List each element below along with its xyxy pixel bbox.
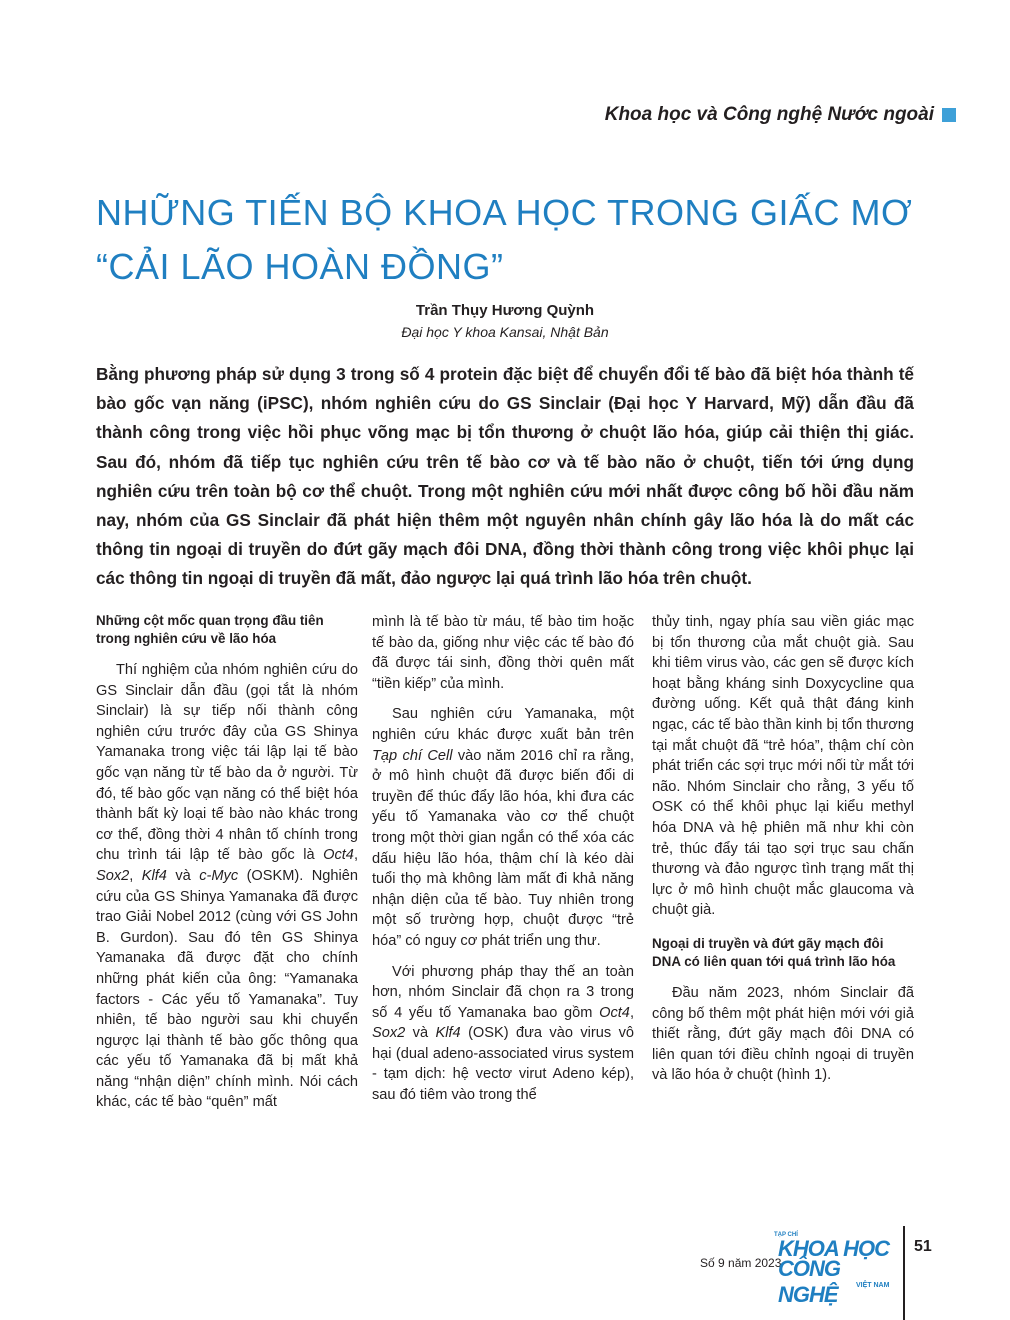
article-title [96, 186, 956, 294]
gene-klf4: Klf4 [141, 867, 167, 884]
section-heading-milestones: Những cột mốc quan trọng đầu tiên trong nghiên cứu về lão hóa [96, 613, 324, 646]
abstract: Bằng phương pháp sử dụng 3 trong số 4 protein đặc biệt để chuyển đổi tế bào đã biệt hóa thành tế bào gốc vạn năng (iPSC), nhóm nghiên cứu do GS Sinclair (Đại học Y Harvard, Mỹ) dẫn đầu đã thành công trong việc hồi phục võng mạc bị tổn thương ở chuột lão hóa, giúp cải thiện thị giác. Sau đó, nhóm đã tiếp tục nghiên cứu trên tế bào cơ và tế bào não ở chuột, tiến tới ứng dụng nghiên cứu trên toàn bộ cơ thể chuột. Trong một nghiên cứu mới nhất được công bố hồi đầu năm nay, nhóm của GS Sinclair đã phát hiện thêm một nguyên nhân chính gây lão hóa là do mất các thông tin ngoại di truyền do đứt gãy mạch đôi DNA, đồng thời thành công trong việc khôi phục lại các thông tin ngoại di truyền đã mất, đảo ngược lại quá trình lão hóa trên chuột. [96, 364, 914, 589]
author: Trần Thụy Hương Quỳnh [415, 302, 595, 319]
affiliation: Đại học Y khoa Kansai, Nhật Bản [401, 324, 609, 340]
paragraph: thủy tinh, ngay phía sau viền giác mạc bị tổn thương của mắt chuột già. Sau khi tiêm virus vào, các gen sẽ được kích hoạt bằng kháng sinh Doxycycline qua đường uống. Kết quả thật đáng kinh ngạc, các tế bào thần kinh bị tổn thương tại mắt chuột đã “trẻ hóa”, thậm chí còn phát triển các sợi trục mới nối từ mắt tới não. Nhóm Sinclair cho rằng, 3 yếu tố OSK có thể khôi phục lại kiểu methyl hóa DNA và hệ phiên mã như khi còn trẻ, thúc đẩy tái tạo sợi trục sau chấn thương và đảo ngược tình trạng mất thị lực ở mô hình chuột mắc glaucoma và chuột già. [652, 614, 914, 919]
gene-klf4: Klf4 [435, 1025, 461, 1042]
paragraph: Với phương pháp thay thế an toàn hơn, nhóm Sinclair đã chọn ra 3 trong số 4 yếu tố Yamanaka bao gồm Oct4, Sox2 và Klf4 (OSK) đưa vào virus vô hại (dual adeno-associated virus system - tạm dịch: hệ vectơ virut Adeno kép), sau đó tiêm vào trong thể [372, 963, 634, 1104]
section-marker [942, 108, 956, 122]
section-heading-epigenetics: Ngoại di truyền và đứt gãy mạch đôi DNA có liên quan tới quá trình lão hóa [652, 935, 896, 969]
section-header: Khoa học và Công nghệ Nước ngoài [604, 104, 934, 125]
column-3 [652, 612, 914, 1096]
paragraph: Thí nghiệm của nhóm nghiên cứu do GS Sinclair dẫn đầu (gọi tắt là nhóm Sinclair) là sự tiếp nối thành công nghiên cứu trước đây của GS Shinya Yamanaka trong việc tái lập lại tế bào gốc vạn năng từ tế bào da ở người. Từ đó, tế bào gốc vạn năng có thể biệt hóa thành bất kỳ loại tế bào nào khác trong cơ thể, đồng thời 4 nhân tố chính trong chu trình tái lập tế bào gốc là Oct4, Sox2, Klf4 và c-Myc (OSKM). Nghiên cứu của GS Shinya Yamanaka đã được trao Giải Nobel 2012 (cùng với GS John B. Gurdon). Sau đó tên GS Shinya Yamanaka đã được đặt cho chính những phát kiến của ông: “Yamanaka factors - Các yếu tố Yamanaka”. Tuy nhiên, tế bào người sau khi chuyển ngược lại thành tế bào gốc thông qua các yếu tố Yamanaka đã bị mất khả năng “nhận diện” chính mình. Nói cách khác, các tế bào “quên” mất [96, 662, 359, 1111]
title-line-1: NHỮNG TIẾN BỘ KHOA HỌC TRONG GIẤC MƠ [96, 192, 913, 233]
column-1 [96, 612, 358, 1123]
issue-label: Số 9 năm 2023 [700, 1256, 782, 1270]
paragraph: Đầu năm 2023, nhóm Sinclair đã công bố thêm một phát hiện mới với giả thiết rằng, đứt gãy mạch đôi DNA có liên quan tới điều chỉnh ngoại di truyền và lão hóa ở chuột (hình 1). [652, 984, 914, 1084]
page-number: 51 [914, 1238, 932, 1255]
gene-oct4: Oct4 [599, 1004, 630, 1021]
gene-oct4: Oct4 [323, 847, 354, 864]
footer-divider [903, 1226, 905, 1320]
title-line-2: “CẢI LÃO HOÀN ĐỒNG” [96, 246, 504, 287]
column-2 [372, 612, 634, 1116]
gene-cmyc: c-Myc [199, 867, 239, 884]
gene-sox2: Sox2 [372, 1025, 406, 1042]
paragraph: Sau nghiên cứu Yamanaka, một nghiên cứu khác được xuất bản trên Tạp chí Cell vào năm 2016 chỉ ra rằng, ở mô hình chuột đã được biến đổi di truyền để thúc đẩy lão hóa, khi đưa các yếu tố Yamanaka vào cơ thể chuột trong một thời gian ngắn có thể xóa các dấu hiệu lão hóa, thậm chí là kéo dài tuổi thọ mà không làm mất đi khả năng nhận diện của tế bào. Tuy nhiên trong một số trường hợp, chuột được “trẻ hóa” có nguy cơ phát triển ung thư. [372, 706, 634, 949]
gene-sox2: Sox2 [96, 867, 130, 884]
journal-logo: TẠP CHÍ KHOA HỌC CÔNG NGHỆ VIỆT NAM [774, 1232, 890, 1307]
paragraph: mình là tế bào từ máu, tế bào tim hoặc tế bào da, giống như việc các tế bào đó đã được tái sinh, đồng thời quên mất “tiền kiếp” của mình. [372, 614, 634, 692]
journal-name: Tạp chí Cell [372, 747, 453, 764]
